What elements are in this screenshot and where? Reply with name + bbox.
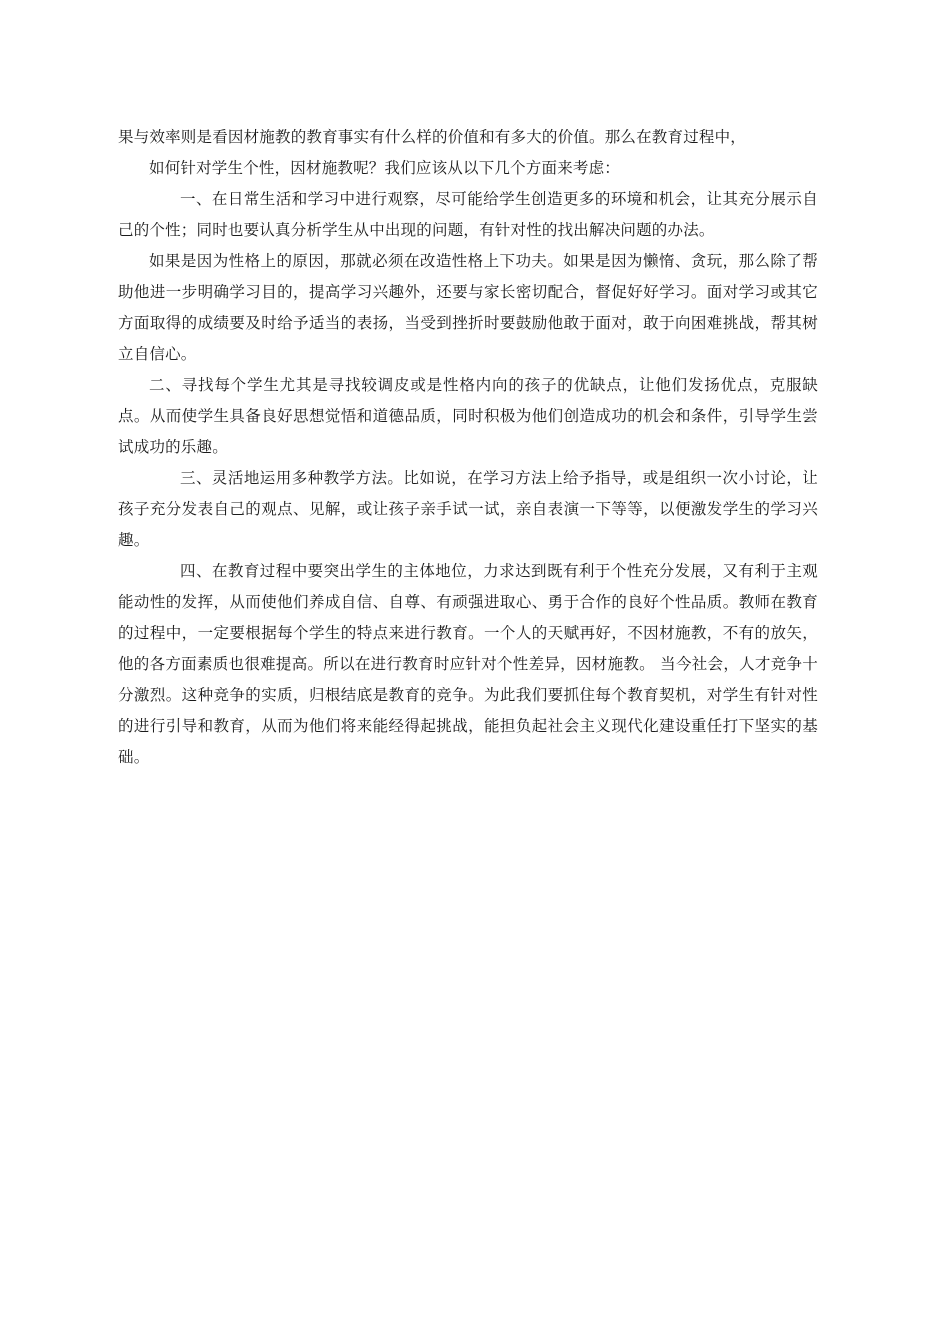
- paragraph-point-two: 二、寻找每个学生尤其是寻找较调皮或是性格内向的孩子的优缺点，让他们发扬优点，克服缺点。从而使学生具备良好思想觉悟和道德品质，同时积极为他们创造成功的机会和条件，引导学生尝试成功的乐趣。: [118, 376, 818, 456]
- paragraph-personality: 如果是因为性格上的原因，那就必须在改造性格上下功夫。如果是因为懒惰、贪玩，那么除了帮助他进一步明确学习目的，提高学习兴趣外，还要与家长密切配合，督促好好学习。面对学习或其它方面取得的成绩要及时给予适当的表扬，当受到挫折时要鼓励他敢于面对，敢于向困难挑战，帮其树立自信心。: [118, 252, 818, 363]
- document-body: [118, 122, 818, 773]
- paragraph-question: 如何针对学生个性，因材施教呢？我们应该从以下几个方面来考虑：: [149, 159, 621, 177]
- paragraph-point-four: 四、在教育过程中要突出学生的主体地位，力求达到既有利于个性充分发展，又有利于主观能动性的发挥，从而使他们养成自信、自尊、有顽强进取心、勇于合作的良好个性品质。教师在教育的过程中，一定要根据每个学生的特点来进行教育。一个人的天赋再好，不因材施教，不有的放矢，他的各方面素质也很难提高。所以在进行教育时应针对个性差异，因材施教。 当今社会，人才竞争十分激烈。这种竞争的实质，归根结底是教育的竞争。为此我们要抓住每个教育契机，对学生有针对性的进行引导和教育，从而为他们将来能经得起挑战，能担负起社会主义现代化建设重任打下坚实的基础。: [118, 562, 818, 766]
- paragraph-point-one: 一、在日常生活和学习中进行观察，尽可能给学生创造更多的环境和机会，让其充分展示自己的个性；同时也要认真分析学生从中出现的问题，有针对性的找出解决问题的办法。: [118, 190, 818, 239]
- paragraph-continuation: 果与效率则是看因材施教的教育事实有什么样的价值和有多大的价值。那么在教育过程中，: [118, 128, 747, 146]
- paragraph-point-three: 三、灵活地运用多种教学方法。比如说，在学习方法上给予指导，或是组织一次小讨论，让孩子充分发表自己的观点、见解，或让孩子亲手试一试，亲自表演一下等等，以便激发学生的学习兴趣。: [118, 469, 818, 549]
